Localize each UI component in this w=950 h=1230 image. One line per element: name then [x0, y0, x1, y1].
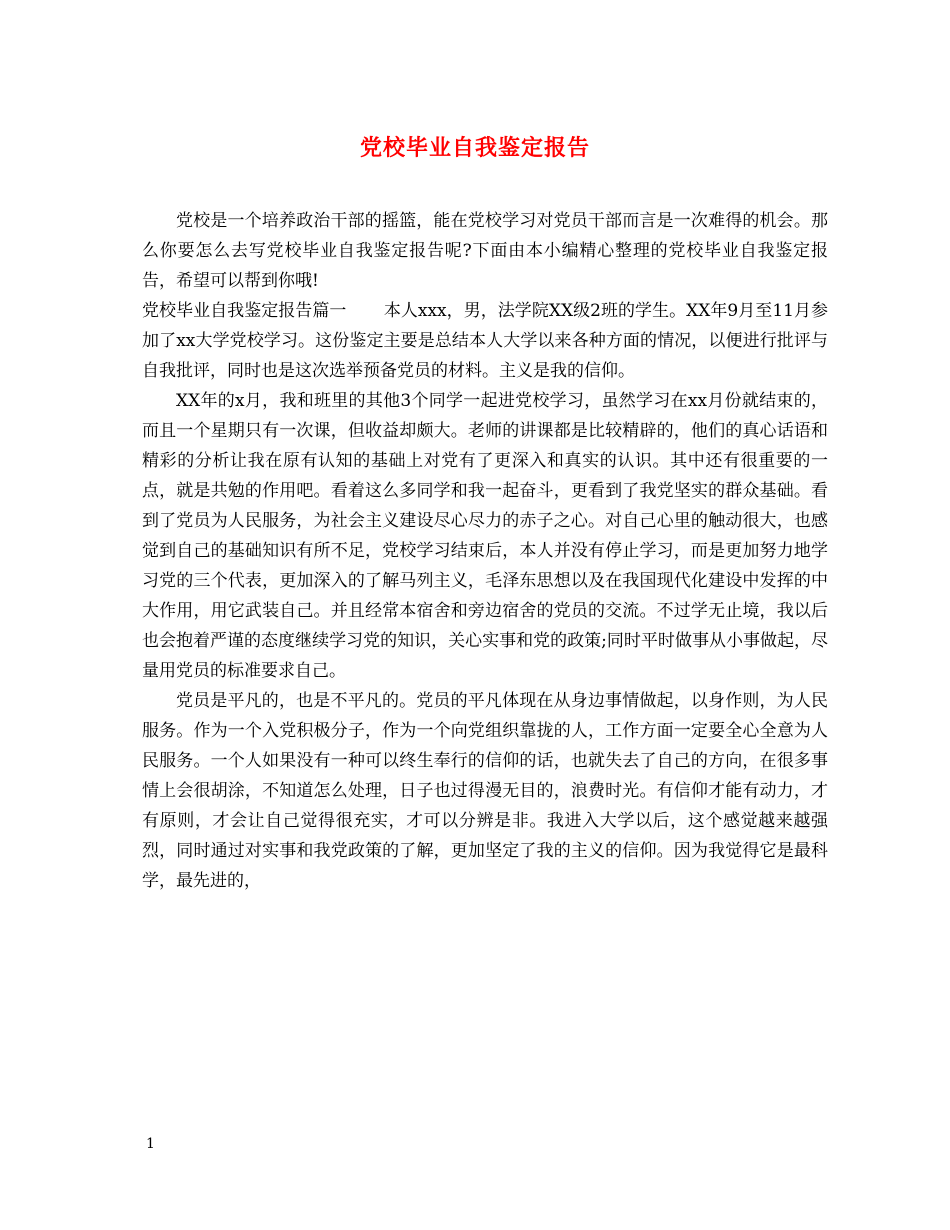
document-body: [142, 206, 828, 896]
body-paragraph-3: 党员是平凡的，也是不平凡的。党员的平凡体现在从身边事情做起，以身作则，为人民服务。作为一个入党积极分子，作为一个向党组织靠拢的人，工作方面一定要全心全意为人民服务。一个人如果没有一种可以终生奉行的信仰的话，也就失去了自己的方向，在很多事情上会很胡涂，不知道怎么处理，日子也过得漫无目的，浪费时光。有信仰才能有动力，才有原则，才会让自己觉得很充实，才可以分辨是非。我进入大学以后，这个感觉越来越强烈，同时通过对实事和我党政策的了解，更加坚定了我的主义的信仰。因为我觉得它是最科学，最先进的，: [142, 691, 828, 891]
intro-paragraph: 党校是一个培养政治干部的摇篮，能在党校学习对党员干部而言是一次难得的机会。那么你要怎么去写党校毕业自我鉴定报告呢?下面由本小编精心整理的党校毕业自我鉴定报告，希望可以帮到你哦!: [142, 211, 828, 291]
section-heading: 党校毕业自我鉴定报告篇一: [142, 301, 347, 321]
section-first-paragraph: 本人xxx，男，法学院XX级2班的学生。XX年9月至11月参加了xx大学党校学习。这份鉴定主要是总结本人大学以来各种方面的情况，以便进行批评与自我批评，同时也是这次选举预备党员的材料。主义是我的信仰。: [142, 301, 829, 381]
page-number: 1: [146, 1136, 155, 1152]
body-paragraph-2: XX年的x月，我和班里的其他3个同学一起进党校学习，虽然学习在xx月份就结束的，而且一个星期只有一次课，但收益却颇大。老师的讲课都是比较精辟的，他们的真心话语和精彩的分析让我在原有认知的基础上对党有了更深入和真实的认识。其中还有很重要的一点，就是共勉的作用吧。看着这么多同学和我一起奋斗，更看到了我党坚实的群众基础。看到了党员为人民服务，为社会主义建设尽心尽力的赤子之心。对自己心里的触动很大，也感觉到自己的基础知识有所不足，党校学习结束后，本人并没有停止学习，而是更加努力地学习党的三个代表，更加深入的了解马列主义，毛泽东思想以及在我国现代化建设中发挥的中大作用，用它武装自己。并且经常本宿舍和旁边宿舍的党员的交流。不过学无止境，我以后也会抱着严谨的态度继续学习党的知识，关心实事和党的政策;同时平时做事从小事做起，尽量用党员的标准要求自己。: [142, 391, 828, 681]
document-title: 党校毕业自我鉴定报告: [359, 135, 590, 161]
section-paragraph: [142, 296, 828, 386]
